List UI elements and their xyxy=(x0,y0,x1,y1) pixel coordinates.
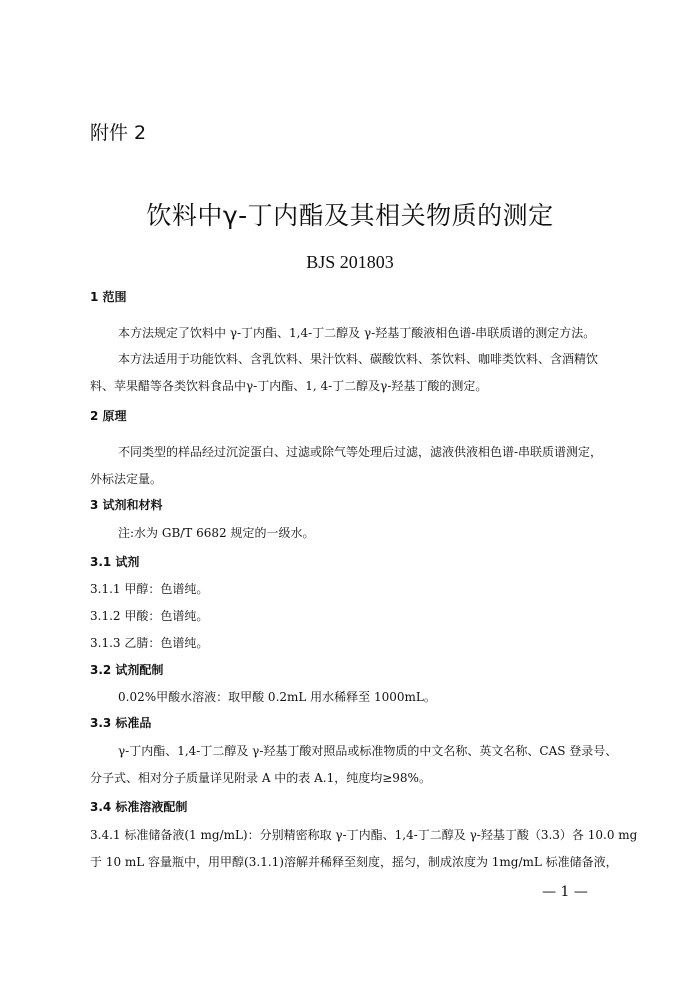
section-1-paragraph-1: 本方法规定了饮料中 γ-丁内酯、1,4-丁二醇及 γ-羟基丁酸液相色谱-串联质谱的测定方法。 xyxy=(118,326,596,340)
section-3-3-heading: 3.3 标准品 xyxy=(90,716,152,730)
section-2-heading: 2 原理 xyxy=(90,409,127,423)
section-3-note: 注:水为 GB/T 6682 规定的一级水。 xyxy=(118,526,315,540)
section-1-paragraph-2-line-1: 本方法适用于功能饮料、含乳饮料、果汁饮料、碳酸饮料、茶饮料、咖啡类饮料、含酒精饮 xyxy=(118,352,599,366)
standard-code: BJS 201803 xyxy=(306,252,394,272)
section-1-heading: 1 范围 xyxy=(90,290,127,304)
section-2-paragraph-line-2: 外标法定量。 xyxy=(90,472,163,486)
section-2-paragraph-line-1: 不同类型的样品经过沉淀蛋白、过滤或除气等处理后过滤，滤液供液相色谱-串联质谱测定， xyxy=(118,445,603,459)
section-3-1-2: 3.1.2 甲酸：色谱纯。 xyxy=(90,609,209,623)
section-3-4-1-line-2: 于 10 mL 容量瓶中，用甲醇(3.1.1)溶解并稀释至刻度，摇匀，制成浓度为 1mg/mL 标准储备液， xyxy=(90,855,618,869)
section-3-4-1-line-1: 3.4.1 标准储备液(1 mg/mL)：分别精密称取 γ-丁内酯、1,4-丁二醇及 γ-羟基丁酸（3.3）各 10.0 mg xyxy=(90,828,638,842)
section-1-paragraph-2-line-2: 料、苹果醋等各类饮料食品中γ-丁内酯、1, 4-丁二醇及γ-羟基丁酸的测定。 xyxy=(90,379,488,393)
section-3-2-paragraph: 0.02%甲酸水溶液：取甲酸 0.2mL 用水稀释至 1000mL。 xyxy=(118,690,436,704)
section-3-3-paragraph-line-2: 分子式、相对分子质量详见附录 A 中的表 A.1，纯度均≥98%。 xyxy=(90,771,431,785)
section-3-3-paragraph-line-1: γ-丁内酯、1,4-丁二醇及 γ-羟基丁酸对照品或标准物质的中文名称、英文名称、CAS 登录号、 xyxy=(118,744,618,758)
attachment-label: 附件 2 xyxy=(90,122,147,144)
section-3-2-heading: 3.2 试剂配制 xyxy=(90,663,164,677)
section-3-1-3: 3.1.3 乙腈：色谱纯。 xyxy=(90,636,209,650)
section-3-1-heading: 3.1 试剂 xyxy=(90,555,140,569)
section-3-1-1: 3.1.1 甲醇：色谱纯。 xyxy=(90,582,209,596)
section-3-heading: 3 试剂和材料 xyxy=(90,498,163,512)
section-3-4-heading: 3.4 标准溶液配制 xyxy=(90,800,188,814)
document-title: 饮料中γ-丁内酯及其相关物质的测定 xyxy=(146,201,554,230)
page-number: — 1 — xyxy=(542,884,588,900)
